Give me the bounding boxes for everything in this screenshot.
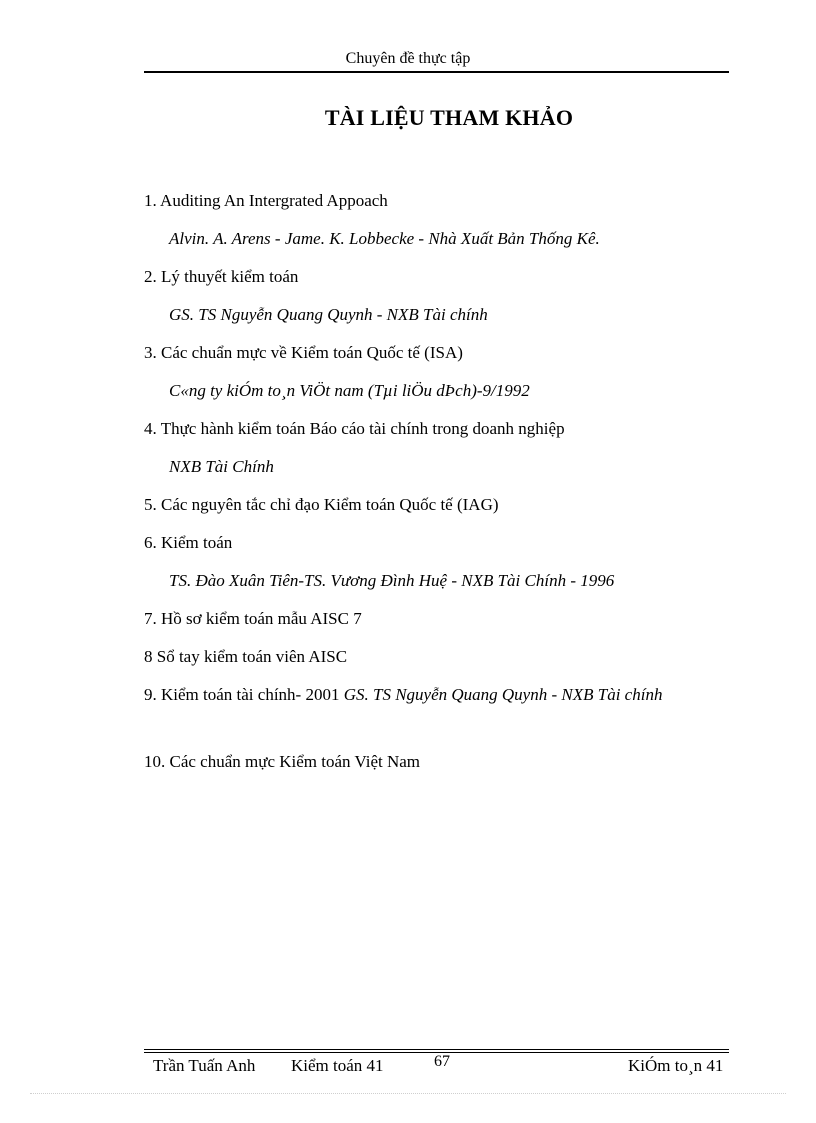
reference-item-5: 5. Các nguyên tắc chỉ đạo Kiểm toán Quốc tế (IAG) xyxy=(144,495,499,514)
reference-item-10: 10. Các chuẩn mực Kiểm toán Việt Nam xyxy=(144,752,421,771)
reference-item-8: 8 Sổ tay kiểm toán viên AISC xyxy=(144,647,348,666)
reference-item-3-detail: C«ng ty kiÓm to¸n ViÖt nam (Tµi liÖu dÞch)-9/1992 xyxy=(169,381,530,400)
document-title: TÀI LIỆU THAM KHẢO xyxy=(324,105,574,130)
reference-item-4: 4. Thực hành kiểm toán Báo cáo tài chính trong doanh nghiệp xyxy=(144,419,565,438)
reference-item-3: 3. Các chuẩn mực về Kiểm toán Quốc tế (ISA) xyxy=(144,343,463,362)
header-rule xyxy=(144,71,729,73)
header-title: Chuyên đề thực tập xyxy=(345,50,471,67)
footer-class-encoded: KiÓm to¸n 41 xyxy=(628,1056,724,1075)
footer-rule-top xyxy=(144,1049,729,1050)
reference-item-1: 1. Auditing An Intergrated Appoach xyxy=(144,191,388,210)
reference-item-7: 7. Hồ sơ kiểm toán mẫu AISC 7 xyxy=(144,609,362,628)
reference-item-9 xyxy=(144,681,729,709)
reference-item-4-detail: NXB Tài Chính xyxy=(169,457,274,476)
reference-item-2: 2. Lý thuyết kiểm toán xyxy=(144,267,299,286)
reference-item-1-detail: Alvin. A. Arens - Jame. K. Lobbecke - Nhà Xuất Bản Thống Kê. xyxy=(169,229,600,248)
reference-item-2-detail: GS. TS Nguyễn Quang Quynh - NXB Tài chính xyxy=(169,305,488,324)
footer-class: Kiểm toán 41 xyxy=(291,1056,384,1075)
footer-author: Trần Tuấn Anh xyxy=(153,1056,256,1075)
reference-item-6-detail: TS. Đào Xuân Tiên-TS. Vương Đình Huệ - NXB Tài Chính - 1996 xyxy=(169,571,615,590)
reference-item-9-detail: GS. TS Nguyễn Quang Quynh - NXB Tài chính xyxy=(343,685,663,704)
page-edge-divider xyxy=(30,1093,786,1094)
reference-item-9-title: 9. Kiểm toán tài chính- 2001 xyxy=(144,685,340,704)
footer-page-number: 67 xyxy=(434,1053,450,1070)
reference-item-6: 6. Kiểm toán xyxy=(144,533,233,552)
